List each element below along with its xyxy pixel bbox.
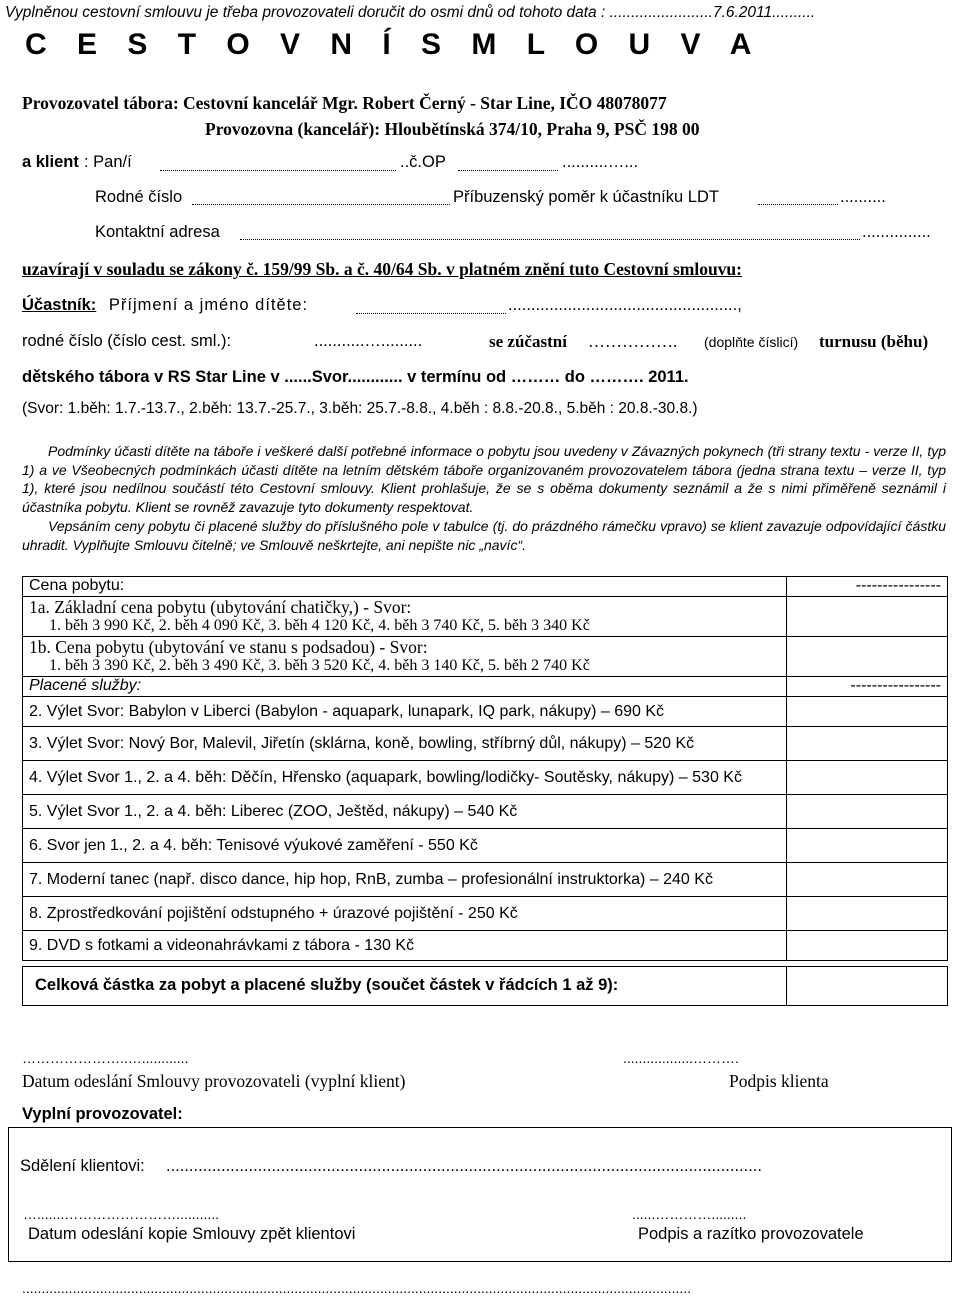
service-label: 6. Svor jen 1., 2. a 4. běh: Tenisové výukové zaměření - 550 Kč [23,829,787,863]
participant-turn-label [819,332,928,352]
client-address-dots: ............... [862,223,931,241]
service-label: 5. Výlet Svor 1., 2. a 4. běh: Liberec (ZOO, Ještěd, nákupy) – 540 Kč [23,795,787,829]
provider-sign-dots: ......…………......... [632,1206,747,1222]
turn-word: turnusu (běhu) [819,332,929,351]
sign-client-label: Podpis klienta [729,1071,829,1091]
operator-line-2: Provozovna (kancelář): Hloubětínská 374/10, Praha 9, PSČ 198 00 [205,119,700,139]
participant-join-label: se zúčastní [489,332,567,351]
client-op-dots-line [458,170,558,171]
operator-line-1: Provozovatel tábora: Cestovní kancelář Mgr. Robert Černý - Star Line, IČO 48078077 [22,93,667,113]
price-1a-cell [23,597,787,637]
client-birth-label: Rodné číslo [95,188,183,206]
client-pan-label: : Pan/í [84,153,132,171]
service-row [23,931,948,961]
service-row [23,863,948,897]
price-1a-input[interactable] [787,597,948,637]
client-name-dots [160,170,396,171]
price-1b-title: 1b. Cena pobytu (ubytování ve stanu s podsadou) - Svor: [29,637,428,657]
header-note: Vyplněnou cestovní smlouvu je třeba provozovateli doručit do osmi dnů od tohoto data : ........................7.6.2011.......... [5,4,816,21]
price-row-placene [23,677,948,697]
service-label: 2. Výlet Svor: Babylon v Liberci (Babylon - aquapark, lunapark, IQ park, nákupy) – 690 Kč [23,697,787,727]
provider-date-dots: ….......……………………........... [23,1206,220,1222]
price-placene-label: Placené služby: [23,677,787,697]
price-1b-input[interactable] [787,637,948,677]
laws-line: uzavírají v souladu se zákony č. 159/99 Sb. a č. 40/64 Sb. v platném znění tuto Cestovní smlouvu: [22,259,742,279]
price-row-header [23,577,948,597]
client-relation-dots: .......... [840,188,886,206]
sign-client-dots: ..................………. [623,1050,739,1066]
service-row [23,897,948,931]
conditions-paragraph-2: Vepsáním ceny pobytu či placené služby do příslušného pole v tabulce (tj. do prázdného rámečku vpravo) se klient zavazuje odpovídající částku uhradit. Vyplňujte Smlouvu čitelně; ve Smlouvě neškrtejte, ani nepište nic „navíc“. [22,518,946,553]
client-label: a klient [22,153,79,171]
service-row [23,727,948,761]
service-input[interactable] [787,697,948,727]
client-birth-dots [192,204,450,205]
service-label: 4. Výlet Svor 1., 2. a 4. běh: Děčín, Hřensko (aquapark, bowling/lodičky- Soutěsky, nákupy) – 530 Kč [23,761,787,795]
participant-name-dots: .................................................., [508,296,742,314]
service-label: 3. Výlet Svor: Nový Bor, Malevil, Jiřetín (sklárna, koně, bowling, stříbrný důl, nákupy) – 520 Kč [23,727,787,761]
provider-message-input[interactable]: .................................................................................................................................. [166,1157,762,1175]
client-relation-dots-line [758,204,838,205]
participant-name-dots-line [356,313,506,314]
service-input[interactable] [787,863,948,897]
participant-label: Účastník: [22,296,97,314]
service-input[interactable] [787,795,948,829]
participant-join-dots: ……………. [588,332,678,351]
participant-birth-dots: ...........…......... [314,332,423,350]
total-box [22,966,948,1006]
client-address-label: Kontaktní adresa [95,223,220,241]
price-1b-cell [23,637,787,677]
price-row-1b [23,637,948,677]
client-relation-label: Příbuzenský poměr k účastníku LDT [453,188,719,206]
service-row [23,697,948,727]
provider-date-label: Datum odeslání kopie Smlouvy zpět klientovi [28,1225,356,1243]
service-input[interactable] [787,897,948,931]
document-title: C E S T O V N Í S M L O U V A [25,28,763,61]
price-placene-value[interactable]: ----------------- [787,677,948,697]
client-address-dots-line [240,239,860,240]
provider-box [8,1127,952,1262]
participant-birth-label: rodné číslo (číslo cest. sml.): [22,332,232,350]
service-label: 9. DVD s fotkami a videonahrávkami z tábora - 130 Kč [23,931,787,961]
service-input[interactable] [787,931,948,961]
participant-name-label: Příjmení a jméno dítěte: [108,296,309,314]
footer-dots: ............................................................................................................................................................................ [22,1280,692,1296]
provider-heading: Vyplní provozovatel: [22,1105,183,1123]
participant-block [22,296,308,315]
sign-date-dots: …………………..…............ [22,1050,189,1066]
price-1a-title: 1a. Základní cena pobytu (ubytování chatičky,) - Svor: [29,597,412,617]
participant-fill-hint: (doplňte číslicí) [704,334,799,350]
provider-sign-label: Podpis a razítko provozovatele [638,1225,864,1243]
service-row [23,795,948,829]
total-label: Celková částka za pobyt a placené služby (součet částek v řádcích 1 až 9): [35,976,619,994]
service-label: 7. Moderní tanec (např. disco dance, hip hop, RnB, zumba – profesionální instruktorka) – 240 Kč [23,863,787,897]
client-op-dots: ..........…... [562,153,639,171]
price-cena-label: Cena pobytu: [23,577,787,597]
participant-camp-line: dětského tábora v RS Star Line v ......Svor............ v termínu od ……… do ………. 2011. [22,368,689,386]
participant-terms: (Svor: 1.běh: 1.7.-13.7., 2.běh: 13.7.-25.7., 3.běh: 25.7.-8.8., 4.běh : 8.8.-20.8., 5.běh : 20.8.-30.8.) [22,400,698,417]
price-cena-value[interactable]: ---------------- [787,577,948,597]
total-input[interactable] [787,967,947,1005]
conditions-paragraph-1: Podmínky účasti dítěte na táboře i veškeré další potřebné informace o pobytu jsou uvedeny v Závazných pokynech (tři strany textu - verze II, typ 1) a ve Všeobecných podmínkách účasti dítěte na letním dětském táboře organizovaném provozovatelem tábora (jedna strana textu – verze II, typ 1), které jsou nedílnou součástí této Cestovní smlouvy. Klient prohlašuje, že se s oběma dokumenty seznámil a že s nimi přiměřeně seznámil i účastníka pobytu. Klient se rovněž zavazuje tyto dokumenty respektovat. [22,443,946,515]
price-row-1a [23,597,948,637]
service-label: 8. Zprostředkování pojištění odstupného + úrazové pojištění - 250 Kč [23,897,787,931]
client-op-label: ..č.OP [400,153,446,171]
price-1a-prices: 1. běh 3 990 Kč, 2. běh 4 090 Kč, 3. běh 4 120 Kč, 4. běh 3 740 Kč, 5. běh 3 340 Kč [49,616,590,634]
service-input[interactable] [787,727,948,761]
provider-message-label: Sdělení klientovi: [20,1157,145,1175]
price-table [22,576,948,961]
service-row [23,761,948,795]
service-input[interactable] [787,761,948,795]
price-1b-prices: 1. běh 3 390 Kč, 2. běh 3 490 Kč, 3. běh 3 520 Kč, 4. běh 3 140 Kč, 5. běh 2 740 Kč [49,656,590,674]
service-input[interactable] [787,829,948,863]
sign-date-label: Datum odeslání Smlouvy provozovateli (vyplní klient) [22,1071,406,1091]
service-row [23,829,948,863]
